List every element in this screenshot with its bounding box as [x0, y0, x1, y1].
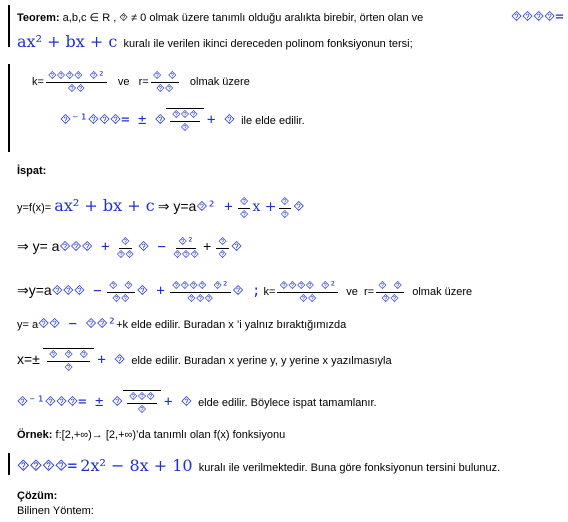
- proof-l1-label: y=f(x)=: [17, 202, 52, 214]
- proof-l1-x: x +: [252, 199, 277, 215]
- proof-l3-f2-den: ⯑⯑⯑: [187, 291, 214, 305]
- proof-l3-b: ⯑ +: [136, 282, 165, 299]
- proof-l3-arrow: ⇒y=a: [17, 281, 52, 298]
- proof-line-6: [17, 390, 377, 415]
- r-fraction: [151, 70, 179, 94]
- proof-l5-radical: [43, 348, 94, 373]
- solution-title: Çözüm:: [17, 490, 58, 502]
- proof-l3-r-den: ⯑⯑: [381, 291, 399, 305]
- theorem-k-r-line: [32, 70, 250, 94]
- proof-l6-left: ⯑⁻¹⯑⯑⯑= ± ⯑: [17, 393, 123, 410]
- proof-l3-a: ⯑⯑⯑ −: [51, 282, 102, 299]
- proof-l3-f2-num: ⯑⯑⯑⯑ ⯑²: [171, 279, 229, 292]
- proof-l3-r-num: ⯑ ⯑: [378, 279, 403, 292]
- r-label: r=: [138, 75, 149, 88]
- theorem-left-rule: [8, 5, 10, 47]
- proof-l4-expr: ⯑⯑ − ⯑⯑²: [38, 316, 117, 332]
- theorem-title: Teorem:: [17, 12, 60, 24]
- proof-l5-radical-den: ⯑: [64, 360, 73, 374]
- example-text: f:[2,+∞)→ [2,+∞)’da tanımlı olan f(x) fonksiyonu: [55, 429, 286, 441]
- theorem-text-1: a,b,c ∈ R , ⯑ ≠ 0 olmak üzere tanımlı olduğu aralıkta birebir, örten olan ve: [62, 12, 424, 24]
- r-denominator: ⯑⯑: [156, 81, 174, 95]
- proof-l5-plus: + ⯑: [97, 351, 126, 368]
- proof-l5-text: elde edilir. Buradan x yerine y, y yerine x yazılmasıyla: [131, 354, 392, 367]
- proof-l1-arrow: ⇒ y=a: [157, 198, 197, 214]
- inverse-radical-num: ⯑⯑⯑: [171, 108, 198, 121]
- inverse-radical: [166, 108, 204, 133]
- inverse-formula-plus: + ⯑: [207, 111, 235, 128]
- proof-l2-f3-num: ⯑: [218, 235, 227, 248]
- example-line: [17, 429, 285, 441]
- theorem-inverse-formula: [60, 108, 305, 133]
- proof-l2-c: +: [203, 237, 212, 254]
- proof-line-2: [17, 236, 242, 260]
- proof-l3-c: ⯑ ;: [232, 282, 261, 299]
- r-numerator: ⯑ ⯑: [152, 69, 177, 82]
- proof-line-3: [17, 280, 472, 304]
- k-fraction: [46, 70, 107, 94]
- proof-l1-end: ⯑: [293, 199, 305, 215]
- proof-line-5: [17, 348, 392, 373]
- proof-l2-f1-num: ⯑: [120, 235, 130, 248]
- solution-subtitle: Bilinen Yöntem:: [17, 505, 94, 517]
- olmak-text: olmak üzere: [189, 75, 250, 88]
- proof-l3-olmak: olmak üzere: [412, 285, 473, 298]
- proof-l6-radical: [123, 390, 161, 415]
- example-expr-left: ⯑⯑⯑⯑=: [17, 456, 78, 475]
- proof-l2-f1-den: ⯑⯑: [116, 247, 134, 261]
- proof-l3-k: k=: [263, 285, 276, 298]
- proof-l1-f1-num: ⯑: [239, 195, 249, 209]
- k-numerator: ⯑⯑⯑⯑ ⯑²: [47, 69, 105, 82]
- proof-l3-r: r=: [364, 285, 375, 298]
- proof-l5-a: x=±: [17, 350, 40, 367]
- theorem-polynomial: ax² + bx + c: [17, 32, 118, 51]
- proof-l3-f1-den: ⯑⯑: [112, 291, 130, 305]
- proof-l2-f3-den: ⯑: [218, 247, 227, 261]
- inverse-radical-den: ⯑: [180, 120, 190, 134]
- theorem-text-2: kuralı ile verilen ikinci dereceden polinom fonksiyonun tersi;: [123, 38, 413, 50]
- ve-text: ve: [117, 75, 130, 88]
- proof-l4-text: +k elde edilir. Buradan x ’i yalnız bıraktığımızda: [116, 319, 347, 331]
- proof-l3-f1-num: ⯑ ⯑: [108, 279, 133, 292]
- proof-l3-ve: ve: [346, 285, 358, 298]
- example-left-rule: [8, 453, 10, 475]
- proof-l1-f2-den: ⯑: [280, 207, 290, 221]
- example-expr-text: kuralı ile verilmektedir. Buna göre fonksiyonun tersini bulunuz.: [198, 462, 501, 474]
- proof-title: İspat:: [17, 165, 47, 177]
- proof-l3-k-num: ⯑⯑⯑⯑ ⯑²: [279, 279, 337, 292]
- proof-l2-a: ⯑⯑⯑ +: [59, 238, 110, 255]
- proof-l5-radical-num: ⯑ ⯑ ⯑: [48, 348, 89, 361]
- inverse-formula-text: ile elde edilir.: [241, 114, 305, 127]
- theorem-line-1: [17, 11, 423, 25]
- proof-l6-text: elde edilir. Böylece ispat tamamlanır.: [198, 396, 377, 409]
- proof-l6-plus: + ⯑: [164, 393, 192, 410]
- k-denominator: ⯑⯑: [67, 81, 85, 95]
- proof-l2-f2-num: ⯑²: [178, 235, 194, 248]
- proof-line-4: [17, 316, 346, 332]
- proof-l2-f2-den: ⯑⯑⯑: [172, 247, 200, 261]
- proof-l3-k-den: ⯑⯑: [299, 291, 317, 305]
- proof-l1-f2-num: ⯑: [280, 195, 290, 209]
- proof-l6-radical-den: ⯑: [137, 402, 147, 416]
- theorem-line-1-tail: ⯑⯑⯑⯑=: [511, 9, 564, 25]
- proof-l6-radical-num: ⯑⯑⯑: [128, 390, 155, 403]
- proof-l1-expr: ax² + bx + c: [54, 196, 155, 215]
- theorem-line-2: [17, 32, 413, 51]
- proof-l2-end: ⯑: [231, 238, 243, 255]
- proof-l2-arrow: ⇒ y= a: [17, 237, 60, 254]
- example-expr-line: [17, 456, 500, 476]
- proof-l4-a: y= a: [17, 319, 39, 331]
- theorem-formula-rule: [8, 64, 10, 152]
- proof-l1-rest: ⯑² +: [196, 199, 233, 215]
- proof-l2-b: ⯑ −: [137, 238, 166, 255]
- example-polynomial: 2x² − 8x + 10: [80, 456, 193, 475]
- inverse-formula-left: ⯑⁻¹⯑⯑⯑= ± ⯑: [60, 111, 166, 128]
- k-label: k=: [32, 75, 44, 88]
- example-title: Örnek:: [17, 429, 53, 441]
- proof-line-1: [17, 196, 304, 220]
- proof-l1-f1-den: ⯑: [239, 207, 249, 221]
